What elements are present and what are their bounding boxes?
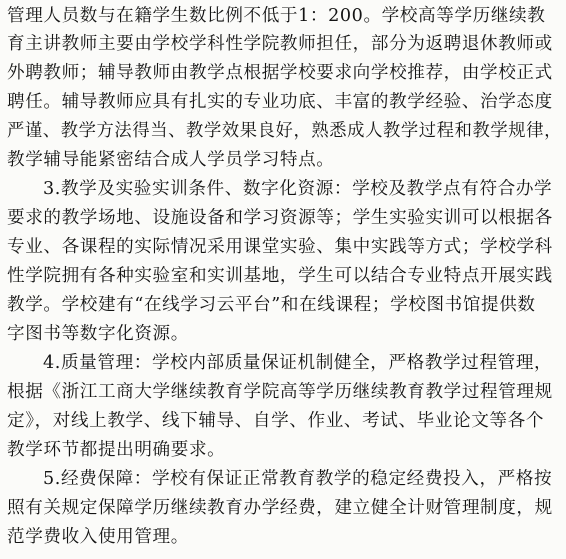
text-line: 定》，对线上教学、线下辅导、自学、作业、考试、毕业论文等各个 [7,411,545,431]
text-line: 严谨、教学方法得当、教学效果良好，熟悉成人教学过程和教学规律， [7,121,563,141]
section-3-heading-line: 3.教学及实验实训条件、数字化资源：学校及教学点有符合办学 [43,179,553,199]
text-line: 专业、各课程的实际情况采用课堂实验、集中实践等方式；学校学科 [7,237,553,257]
text-line: 性学院拥有各种实验室和实训基地，学生可以结合专业特点开展实践 [7,266,553,286]
text-line: 照有关规定保障学历继续教育办学经费，建立健全计财管理制度，规 [7,498,553,518]
text-line: 育主讲教师主要由学校学科性学院教师担任，部分为返聘退休教师或 [7,34,553,54]
text-line: 字图书等数字化资源。 [7,324,189,344]
text-line: 教学。学校建有“在线学习云平台”和在线课程；学校图书馆提供数 [7,295,536,315]
section-4-heading-line: 4.质量管理：学校内部质量保证机制健全，严格教学过程管理， [43,353,553,373]
text-line: 根据《浙江工商大学继续教育学院高等学历继续教育教学过程管理规 [7,382,553,402]
section-5-heading-line: 5.经费保障：学校有保证正常教育教学的稳定经费投入，严格按 [43,469,553,489]
text-line: 聘任。辅导教师应具有扎实的专业功底、丰富的教学经验、治学态度 [7,92,553,112]
text-line: 范学费收入使用管理。 [7,527,189,547]
text-line: 教学环节都提出明确要求。 [7,440,226,460]
text-line: 外聘教师；辅导教师由教学点根据学校要求向学校推荐，由学校正式 [7,63,553,83]
text-line: 教学辅导能紧密结合成人学员学习特点。 [7,150,335,170]
text-line: 管理人员数与在籍学生数比例不低于1：200。学校高等学历继续教 [7,6,546,26]
text-line: 要求的教学场地、设施设备和学习资源等；学生实验实训可以根据各 [7,208,553,228]
